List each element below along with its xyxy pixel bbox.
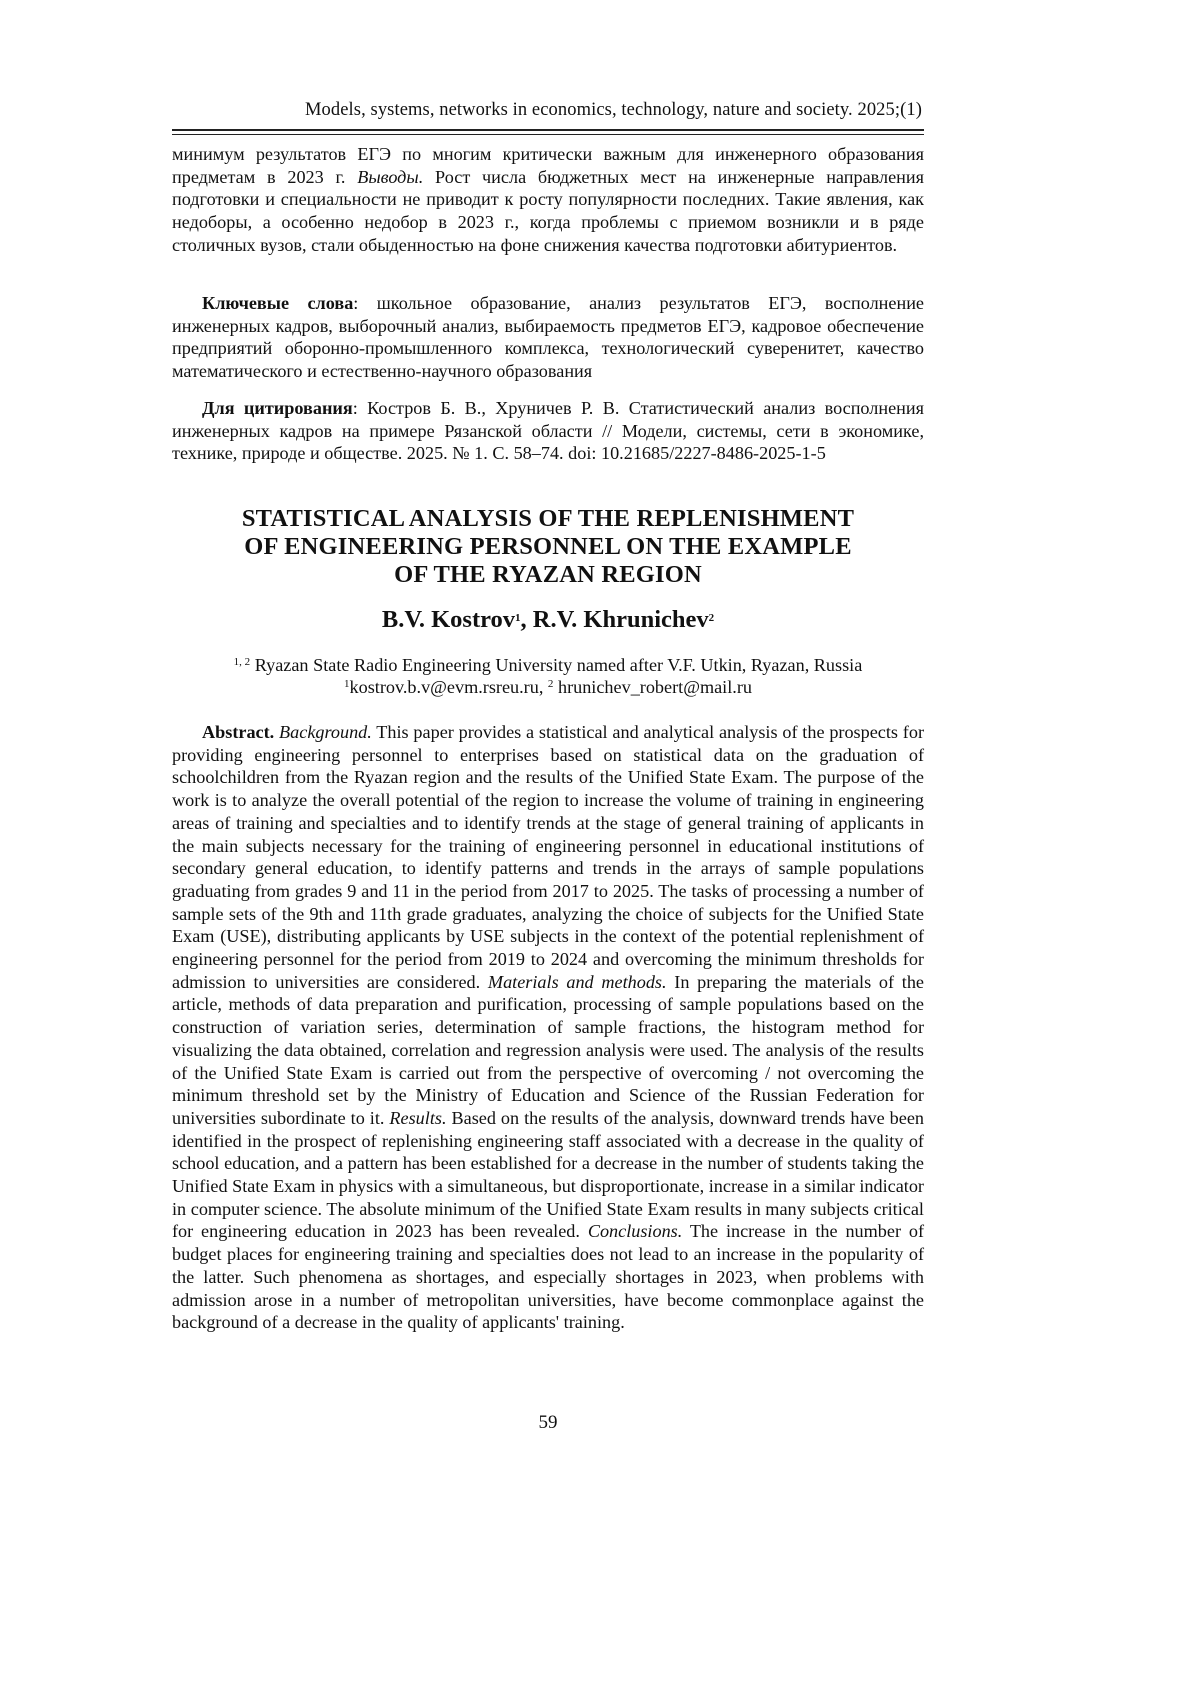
author-separator: , (520, 606, 533, 633)
ru-abstract-text-1: минимум результатов ЕГЭ по многим критически важным для инженерного образования предметам в 2023 г. (172, 144, 924, 187)
citation-text: : Костров Б. В., Хруничев Р. В. Статистический анализ восполнения инженерных кадров на примере Рязанской области // Модели, системы, сети в экономике, технике, природе и обществе. 2025. № 1. С. 58–74. doi: 10.21685/2227-8486-2025-1-5 (172, 398, 924, 464)
email-1-sup: 1 (344, 678, 350, 690)
english-abstract (172, 721, 924, 1334)
author-2: R.V. Khrunichev (532, 606, 709, 633)
header-rule (172, 129, 924, 131)
ru-conclusions-label: Выводы. (357, 166, 424, 187)
page-number: 59 (538, 1412, 558, 1433)
abstract-label: Abstract. (202, 722, 275, 742)
affiliation (172, 654, 924, 698)
institution: Ryazan State Radio Engineering University named after V.F. Utkin, Ryazan, Russia (250, 655, 863, 675)
email-line (172, 676, 924, 698)
background-label: Background. (279, 722, 372, 742)
email-2-sup: 2 (547, 678, 554, 690)
running-header: Models, systems, networks in economics, technology, nature and society. 2025;(1) (304, 100, 922, 120)
title-line-2: OF ENGINEERING PERSONNEL ON THE EXAMPLE (244, 533, 852, 560)
results-text: Based on the results of the analysis, downward trends have been identified in the prospect of replenishing engineering staff associated with a decrease in the quality of school education, and a pattern has been established for a decrease in the number of students taking the Unified State Exam in physics with a simultaneous, but disproportionate, increase in a similar indicator in computer science. The absolute minimum of the Unified State Exam results in many subjects critical for engineering education in 2023 has been revealed. (172, 1107, 924, 1242)
institution-line (172, 654, 924, 676)
ru-abstract-text-2: Рост числа бюджетных мест на инженерные направления подготовки и специальности не приводит к росту популярности последних. Такие явления, как недоборы, а особенно недобор в 2023 г., когда проблемы с приемом возникли и в ряде столичных вузов, стали обыденностью на фоне снижения качества подготовки абитуриентов. (172, 166, 924, 255)
title-line-3: OF THE RYAZAN REGION (394, 561, 702, 588)
background-text: This paper provides a statistical and analytical analysis of the prospects for providing engineering personnel to enterprises based on statistical data on the graduation of schoolchildren from the Ryazan region and the results of the Unified State Exam. The purpose of the work is to analyze the overall potential of the region to increase the volume of training in engineering areas of training and specialties and to identify trends at the stage of general training of applicants in the main subjects necessary for the training of engineering personnel in educational institutions of secondary general education, to identify patterns and trends in the arrays of sample populations graduating from grades 9 and 11 in the period from 2017 to 2025. The tasks of processing a number of sample sets of the 9th and 11th grade graduates, analyzing the choice of subjects for the Unified State Exam (USE), distributing applicants by USE subjects in the context of the potential replenishment of engineering personnel for the period from 2019 to 2024 and overcoming the minimum thresholds for admission to universities are considered. (172, 722, 925, 992)
keywords-paragraph (172, 292, 924, 383)
keywords-label: Ключевые слова (202, 293, 354, 313)
results-label: Results. (389, 1107, 447, 1128)
header-rule-thin (172, 134, 924, 135)
citation-paragraph (172, 397, 924, 465)
article-title (172, 505, 924, 589)
conclusions-text: The increase in the number of budget places for engineering training and specialties does not lead to an increase in the popularity of the latter. Such phenomena as shortages, and especially shortages in 2023, when problems with admission arose in a number of metropolitan universities, have become commonplace against the background of a decrease in the quality of applicants' training. (172, 1221, 924, 1333)
title-line-1: STATISTICAL ANALYSIS OF THE REPLENISHMENT (241, 505, 855, 532)
author-1-sup: 1 (515, 612, 521, 624)
materials-label: Materials and methods. (487, 971, 667, 992)
author-1: B.V. Kostrov (381, 606, 516, 633)
russian-abstract-continuation (172, 143, 924, 257)
email-separator: , (538, 677, 548, 697)
author-2-sup: 2 (708, 612, 715, 624)
conclusions-label: Conclusions. (587, 1221, 683, 1242)
email-1[interactable]: kostrov.b.v@evm.rsreu.ru (349, 677, 539, 697)
materials-text: In preparing the materials of the article, methods of data preparation and purification, processing of sample populations based on the construction of variation series, determination of sample fractions, the histogram method for visualizing the data obtained, correlation and regression analysis were used. The analysis of the results of the Unified State Exam is carried out from the perspective of overcoming / not overcoming the minimum threshold set by the Ministry of Education and Science of the Russian Federation for universities subordinate to it. (172, 971, 924, 1128)
keywords-text: : школьное образование, анализ результатов ЕГЭ, восполнение инженерных кадров, выборочный анализ, выбираемость предметов ЕГЭ, кадровое обеспечение предприятий оборонно-промышленного комплекса, технологический суверенитет, качество математического и естественно-научного образования (172, 293, 924, 382)
citation-label: Для цитирования (202, 398, 353, 418)
authors (172, 606, 924, 634)
affil-sup: 1, 2 (233, 656, 251, 668)
email-2[interactable]: hrunichev_robert@mail.ru (553, 677, 752, 697)
